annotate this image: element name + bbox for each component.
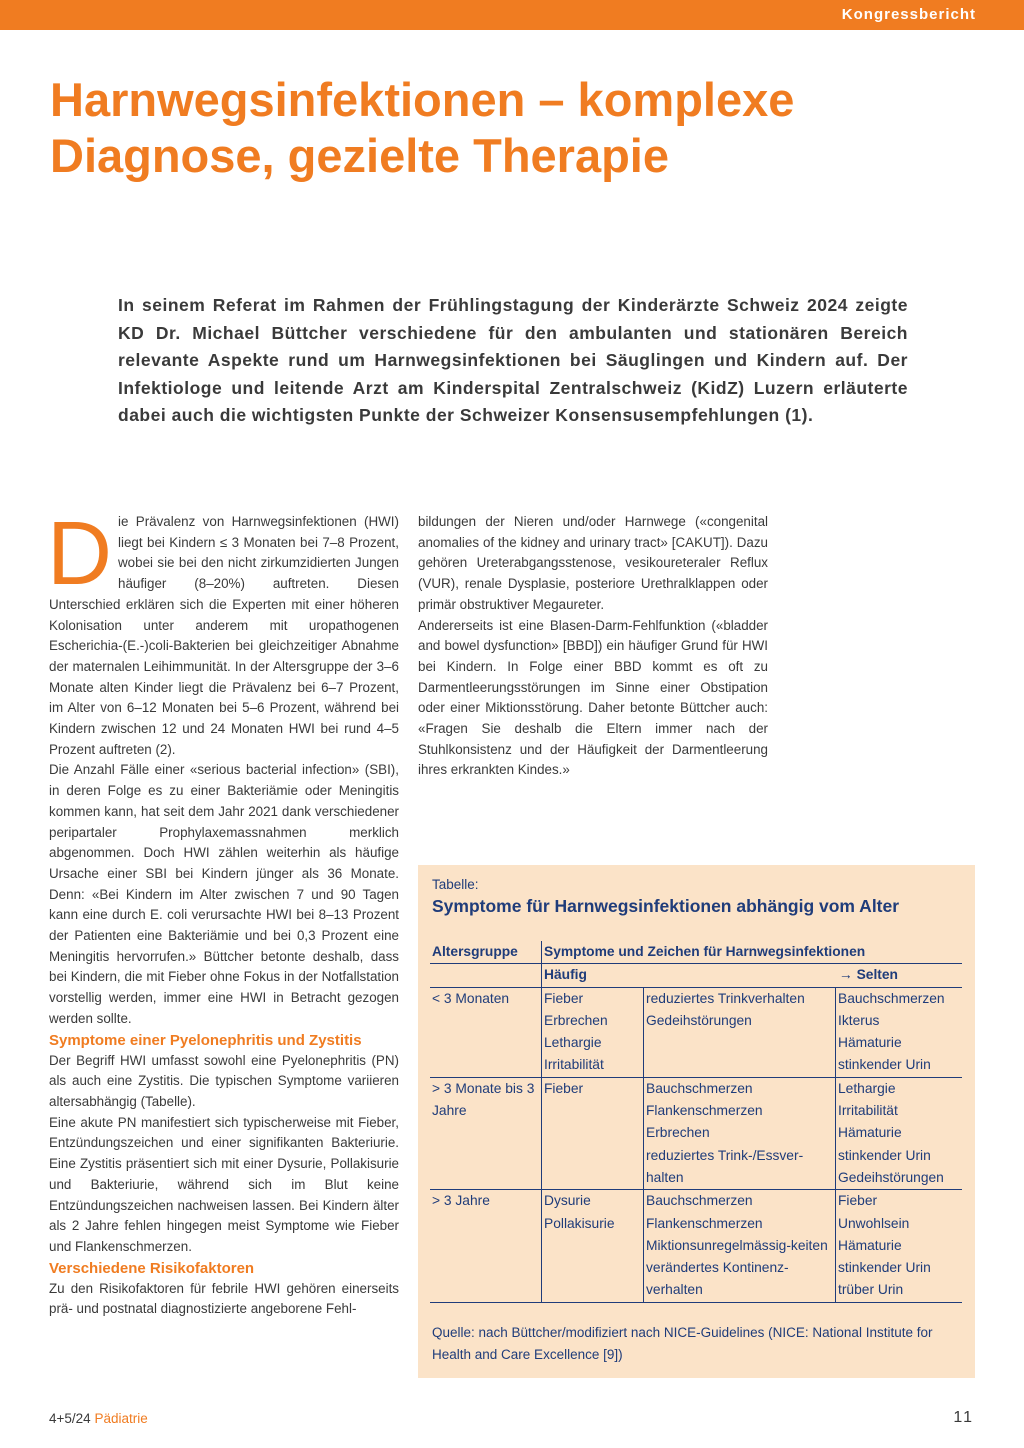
cell-rare: Fieber Unwohlsein Hämaturie stinkender Urin trüber Urin — [836, 1190, 963, 1302]
paragraph-4: Eine akute PN manifestiert sich typischerweise mit Fieber, Entzündungszeichen und einer signifikanten Bakteriurie. Eine Zystitis präsentiert sich mit einer Dysurie, Pollakisurie und Bakteriurie, während sich im Blut keine Entzündungszeichen nachweisen lassen. Bei Kindern älter als 2 Jahre fehlen hingegen meist Symptome wie Fieber und Flankenschmerzen. — [49, 1114, 399, 1254]
cell-common: Dysurie Pollakisurie — [542, 1190, 644, 1302]
paragraph-2: Die Anzahl Fälle einer «serious bacterial infection» (SBI), in deren Folge es zu einer Bakteriämie oder Meningitis kommen kann, hat seit dem Jahr 2021 dank verschiedener peripartaler Prophylaxemassnahmen merklich abgenommen. Doch HWI zählen weiterhin als häufige Ursache einer SBI bei Kindern jünger als 36 Monate. Denn: «Bei Kindern im Alter zwischen 7 und 90 Tagen kann eine durch E. coli verursachte HWI bei 8–13 Prozent der Patienten eine Bakteriämie und bei 0,3 Prozent eine Meningitis hervorrufen.» Büttcher betonte deshalb, dass bei Kindern, die mit Fieber ohne Fokus in der Notfallstation vorstellig werden, immer eine HWI in Betracht gezogen werden sollte. — [49, 762, 399, 1026]
paragraph-5: Zu den Risikofaktoren für febrile HWI gehören einerseits prä- und postnatal diagnostizierte angeborene Fehl- — [49, 1280, 399, 1317]
dropcap: D — [47, 504, 112, 604]
header-age: Altersgruppe — [432, 944, 518, 959]
table-row — [430, 987, 962, 1077]
subheading-symptoms: Symptome einer Pyelonephritis und Zystitis — [49, 1031, 362, 1049]
article-lead: In seinem Referat im Rahmen der Frühlingstagung der Kinderärzte Schweiz 2024 zeigte KD Dr. Michael Büttcher verschiedene für den ambulanten und stationären Bereich relevante Aspekte rund um Harnwegsinfektionen bei Säuglingen und Kindern auf. Der Infektiologe und leitende Arzt am Kinderspital Zentralschweiz (KidZ) Luzern erläuterte dabei auch die wichtigsten Punkte der Schweizer Konsensusempfehlungen (1). — [118, 295, 908, 425]
paragraph-6: Andererseits ist eine Blasen-Darm-Fehlfunktion («bladder and bowel dysfunction» [BBD]) ein häufiger Grund für HWI bei Kindern. In Folge einer BBD kommt es oft zu Darmentleerungsstörungen im Sinne einer Obstipation oder einer Miktionsstörung. Daher betonte Büttcher auch: «Fragen Sie deshalb die Eltern immer nach der Stuhlkonsistenz und der Häufigkeit der Darmentleerung ihres erkrankten Kindes.» — [418, 617, 768, 778]
cell-rare: Bauchschmerzen Ikterus Hämaturie stinkender Urin — [836, 987, 963, 1077]
paragraph-intro — [47, 504, 399, 760]
table-title: Symptome für Harnwegsinfektionen abhängig vom Alter — [432, 896, 900, 916]
header-common: Häufig — [544, 967, 587, 983]
table-subheader-row — [430, 964, 962, 987]
magazine-name: Pädiatrie — [94, 1411, 148, 1426]
cell-age: > 3 Jahre — [432, 1193, 490, 1209]
cell-age: < 3 Monaten — [432, 990, 510, 1006]
text-column-left — [47, 504, 399, 1320]
header-rare: → Selten — [838, 967, 898, 983]
cell-rare: Lethargie Irritabilität Hämaturie stinkender Urin Gedeihstörungen — [836, 1077, 963, 1189]
issue-number: 4+5/24 — [49, 1411, 91, 1426]
cell-middle: Bauchschmerzen Flankenschmerzen Miktionsunregelmässig-keiten verändertes Kontinenz-verhalten — [644, 1190, 836, 1302]
cell-middle: Bauchschmerzen Flankenschmerzen Erbrechen reduziertes Trink-/Essver-halten — [644, 1077, 836, 1189]
text-column-right — [418, 512, 768, 781]
table-label: Tabelle: — [432, 877, 479, 892]
subheading-risk: Verschiedene Risikofaktoren — [49, 1259, 255, 1277]
paragraph-1: ie Prävalenz von Harnwegsinfektionen (HWI) liegt bei Kindern ≤ 3 Monaten bei 7–8 Prozent, wobei sie bei den nicht zirkumzidierten Jungen häufiger (8–20%) auftreten. Diesen Unterschied erklären sich die Experten mit einer höheren Kolonisation unter anderem mit uropathogenen Escherichia-(E.-)coli-Bakterien bei gleichzeitiger Abnahme der maternalen Leihimmunität. In der Altersgruppe der 3–6 Monate alten Kinder liegt die Prävalenz bei 6–7 Prozent, im Alter von 6–12 Monaten bei 5–6 Prozent, während bei Kindern zwischen 12 und 24 Monaten HWI bei rund 4–5 Prozent auftreten (2). — [49, 514, 399, 757]
table-source: Quelle: nach Büttcher/modifiziert nach NICE-Guidelines (NICE: National Institute for Health and Care Excellence [9]) — [432, 1325, 933, 1362]
cell-middle: reduziertes Trinkverhalten Gedeihstörungen — [644, 987, 836, 1077]
section-label: Kongressbericht — [841, 6, 976, 23]
table-row — [430, 1077, 962, 1189]
header-symptoms: Symptome und Zeichen für Harnwegsinfektionen — [542, 941, 963, 964]
footer — [49, 1411, 148, 1426]
symptom-table — [430, 941, 962, 1303]
table-header-row — [430, 941, 962, 964]
page-number: 11 — [953, 1409, 974, 1426]
paragraph-5-cont: bildungen der Nieren und/oder Harnwege («congenital anomalies of the kidney and urinary tract» [CAKUT]). Dazu gehören Ureterabgangsstenose, vesikoureteraler Reflux (VUR), renale Dysplasie, posteriore Urethralklappen oder primär obstruktiver Megaureter. — [418, 514, 768, 612]
cell-common: Fieber — [542, 1077, 644, 1189]
table-row — [430, 1190, 962, 1302]
header-bar — [0, 0, 1024, 30]
paragraph-3: Der Begriff HWI umfasst sowohl eine Pyelonephritis (PN) als auch eine Zystitis. Die typischen Symptome variieren altersabhängig (Tabelle). — [49, 1052, 399, 1109]
table-box — [418, 865, 975, 1378]
cell-common: Fieber Erbrechen Lethargie Irritabilität — [542, 987, 644, 1077]
article-title: Harnwegsinfektionen – komplexe Diagnose, gezielte Therapie — [50, 73, 795, 182]
cell-age: > 3 Monate bis 3 Jahre — [432, 1080, 535, 1119]
